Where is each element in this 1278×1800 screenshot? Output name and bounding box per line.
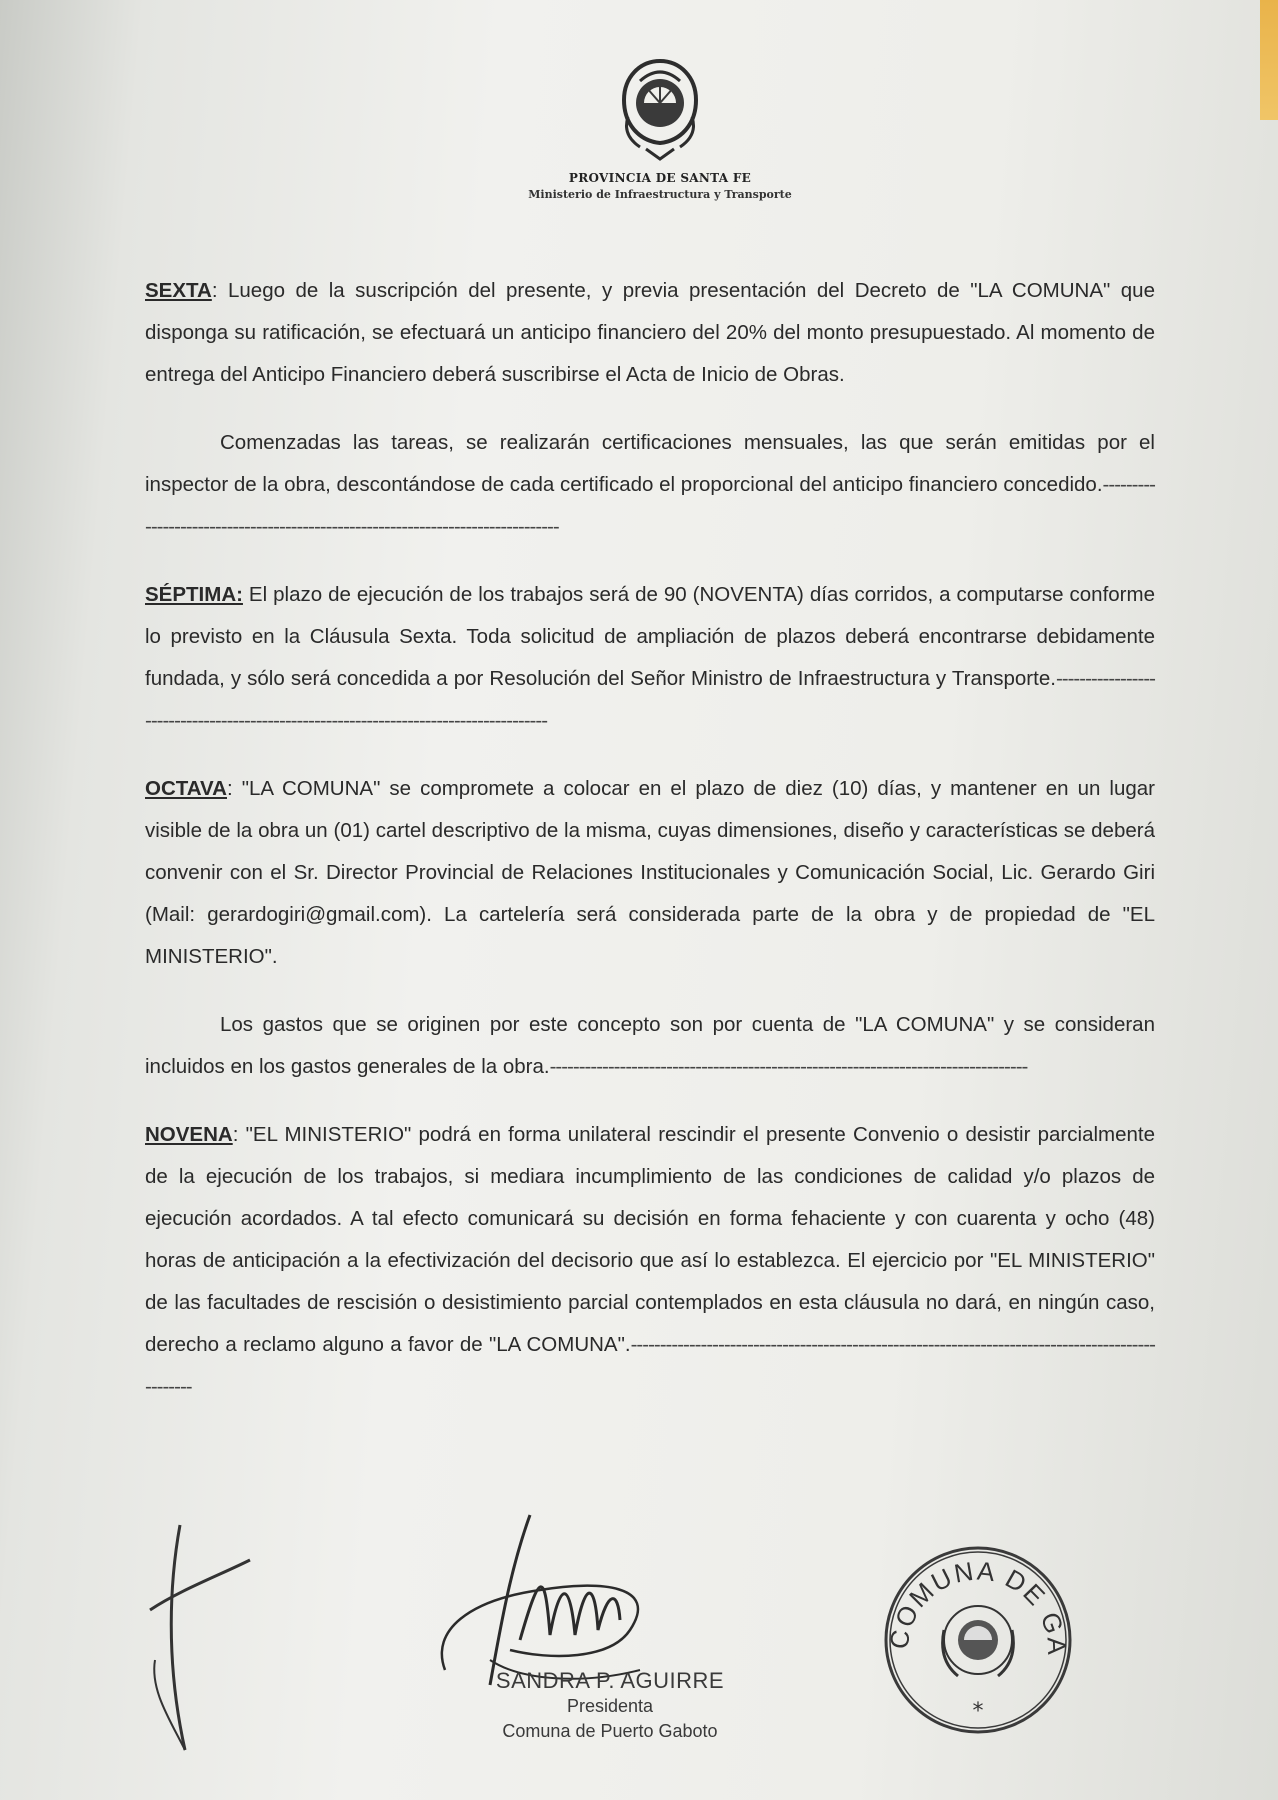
left-signature-icon [140,1520,260,1760]
clause-label: NOVENA [145,1123,233,1146]
commune-seal-icon [878,1540,1078,1740]
clause-label: SEXTA [145,279,212,302]
svg-text:*: * [972,1699,984,1724]
fill-line: -------------------------------------------------------------------------------- [145,473,1155,538]
signature-block [470,1668,750,1742]
province-title: PROVINCIA DE SANTA FE [568,171,752,185]
province-crest-icon [610,55,710,165]
signer-name: SANDRA P. AGUIRRE [495,1668,725,1693]
clause-octava-paragraph-2 [145,1004,1155,1088]
fill-line: ---------------------------------------------------------------------------------- [549,1055,1028,1078]
fill-line: -------------------------------------------------------------------------------------------------- [145,1333,1155,1398]
clause-sexta: SEXTA: Luego de la suscripción del presente, y previa presentación del Decreto de "LA COMUNA" que disponga su ratificación, se efectuará un anticipo financiero del 20% del monto presupuestado. Al momento de entrega del Anticipo Financiero deberá suscribirse el Acta de Inicio de Obras. [145,279,1155,386]
seal-text: COMUNA DE GA [883,1555,1073,1658]
president-signature-icon [430,1510,690,1690]
clause-label: SÉPTIMA: [145,583,243,606]
clause-text: Los gastos que se originen por este concepto son por cuenta de "LA COMUNA" y se consideran incluidos en los gastos generales de la obra. [145,1013,1155,1078]
clause-octava: OCTAVA: "LA COMUNA" se compromete a colocar en el plazo de diez (10) días, y mantener en un lugar visible de la obra un (01) cartel descriptivo de la misma, cuyas dimensiones, diseño y características se deberá convenir con el Sr. Director Provincial de Relaciones Institucionales y Comunicación Social, Lic. Gerardo Giri (Mail: gerardogiri@gmail.com). La cartelería será considerada parte de la obra y de propiedad de "EL MINISTERIO". [145,777,1155,968]
signer-role: Presidenta [566,1696,654,1716]
signer-organization: Comuna de Puerto Gaboto [502,1721,718,1741]
clause-label: OCTAVA [145,777,227,800]
clause-text: "EL MINISTERIO" podrá en forma unilateral rescindir el presente Convenio o desistir parcialmente de la ejecución de los trabajos, si mediara incumplimiento de las condiciones de calidad y/o plazos de ejecución acordados. A tal efecto comunicará su decisión en forma fehaciente y con cuarenta y ocho (48) horas de anticipación a la efectivización del decisorio que así lo establezca. El ejercicio por "EL MINISTERIO" de las facultades de rescisión o desistimiento parcial contemplados en esta cláusula no dará, en ningún caso, derecho a reclamo alguno a favor de "LA COMUNA". [145,1123,1155,1356]
ministry-title: Ministerio de Infraestructura y Transporte [528,188,792,201]
clause-text: "LA COMUNA" se compromete a colocar en el plazo de diez (10) días, y mantener en un lugar visible de la obra un (01) cartel descriptivo de la misma, cuyas dimensiones, diseño y características se deberá convenir con el Sr. Director Provincial de Relaciones Institucionales y Comunicación Social, Lic. Gerardo Giri (Mail: gerardogiri@gmail.com). La cartelería será considerada parte de la obra y de propiedad de "EL MINISTERIO". [145,777,1155,968]
clause-text: Comenzadas las tareas, se realizarán certificaciones mensuales, las que serán emitidas por el inspector de la obra, descontándose de cada certificado el proporcional del anticipo financiero concedido. [145,431,1155,496]
clause-text: El plazo de ejecución de los trabajos será de 90 (NOVENTA) días corridos, a computarse conforme lo previsto en la Cláusula Sexta. Toda solicitud de ampliación de plazos deberá encontrarse debidamente fundada, y sólo será concedida a por Resolución del Señor Ministro de Infraestructura y Transporte. [145,583,1155,690]
clause-septima [145,574,1155,742]
paper-edge-strip [1260,0,1278,120]
clause-text: Luego de la suscripción del presente, y previa presentación del Decreto de "LA COMUNA" que disponga su ratificación, se efectuará un anticipo financiero del 20% del monto presupuestado. Al momento de entrega del Anticipo Financiero deberá suscribirse el Acta de Inicio de Obras. [145,279,1155,386]
fill-line: -------------------------------------------------------------------------------------- [145,667,1155,732]
document-body [145,270,1155,1434]
letterhead [480,55,840,201]
clause-novena: NOVENA: "EL MINISTERIO" podrá en forma unilateral rescindir el presente Convenio o desistir parcialmente de la ejecución de los trabajos, si mediara incumplimiento de las condiciones de calidad y/o plazos de ejecución acordados. A tal efecto comunicará su decisión en forma fehaciente y con cuarenta y ocho (48) horas de anticipación a la efectivización del decisorio que así lo establezca. El ejercicio por "EL MINISTERIO" de las facultades de rescisión o desistimiento parcial contemplados en esta cláusula no dará, en ningún caso, derecho a reclamo alguno a favor de "LA COMUNA".-------------------------------------------------------------------------------------------------- [145,1123,1155,1398]
clause-sexta-paragraph-2 [145,422,1155,548]
